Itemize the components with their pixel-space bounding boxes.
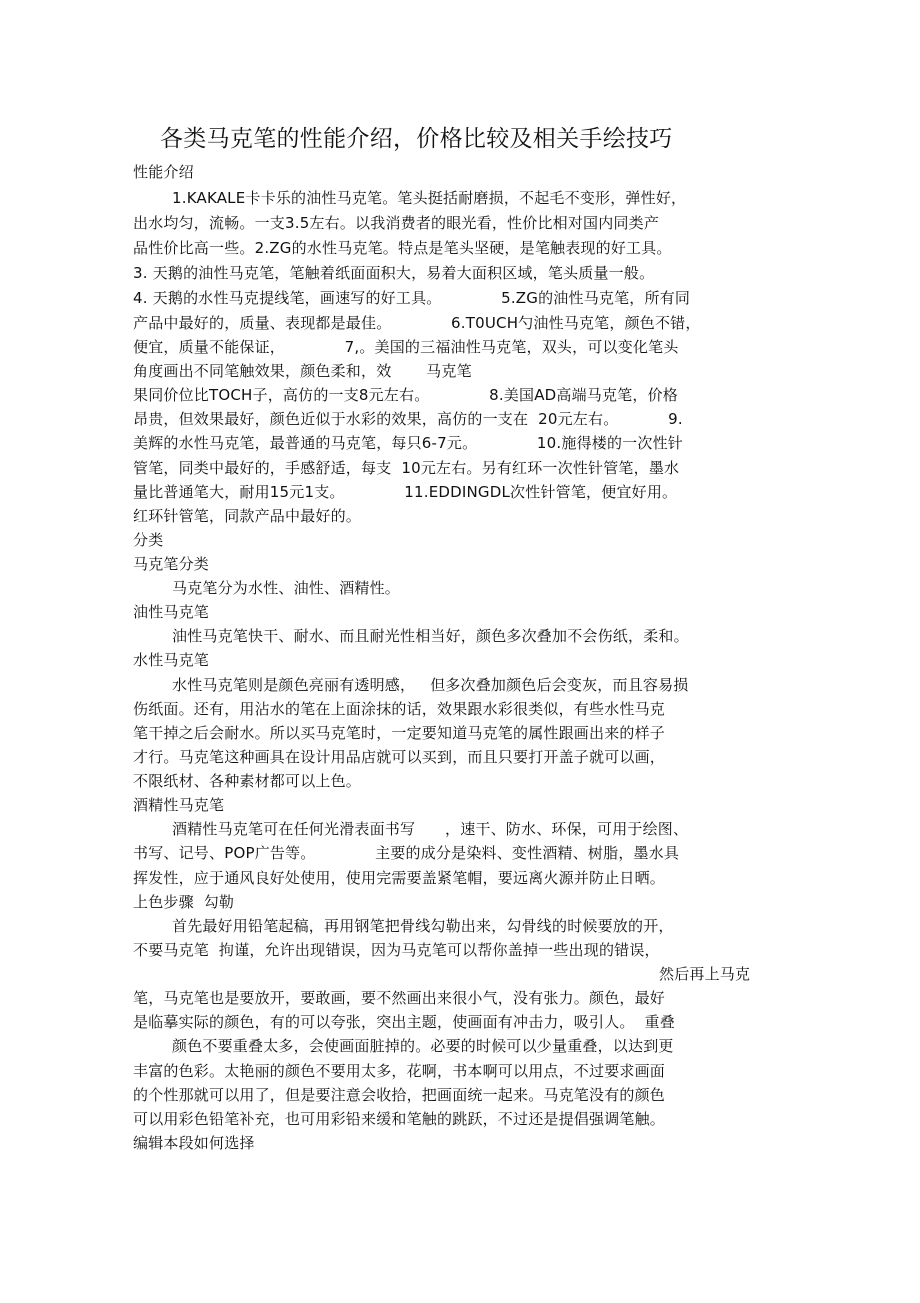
text-line: 伤纸面。还有，用沾水的笔在上面涂抹的话，效果跟水彩很类似，有些水性马克 — [133, 700, 666, 718]
text-line: 马克笔分为水性、油性、酒精性。 — [172, 579, 401, 597]
text-line: 油性马克笔快干、耐水、而且耐光性相当好，颜色多次叠加不会伤纸，柔和。 — [172, 627, 689, 645]
text-line: 笔，马克笔也是要放开，要敢画，要不然画出来很小气，没有张力。颜色，最好 — [133, 989, 666, 1007]
text-line: 3. 天鹅的油性马克笔，笔触着纸面面积大，易着大面积区域，笔头质量一般。 — [133, 264, 655, 282]
text-line: 4. 天鹅的水性马克提线笔，画速写的好工具。 5.ZG的油性马克笔，所有同 — [133, 289, 691, 307]
text-line: 产品中最好的，质量、表现都是最佳。 6.T0UCH勺油性马克笔，颜色不错， — [133, 314, 701, 332]
document-title: 各类马克笔的性能介绍，价格比较及相关手绘技巧 — [160, 126, 673, 152]
text-line: 美辉的水性马克笔，最普通的马克笔，每只6-7元。 10.施得楼的一次性针 — [133, 434, 683, 452]
text-line: 昂贵，但效果最好，颜色近似于水彩的效果，高仿的一支在 20元左右。 9. — [133, 410, 683, 428]
text-line: 笔干掉之后会耐水。所以买马克笔时，一定要知道马克笔的属性跟画出来的样子 — [133, 724, 666, 742]
text-line: 量比普通笔大，耐用15元1支。 11.EDDINGDL次性针管笔，便宜好用。 — [133, 483, 678, 501]
text-line: 然后再上马克 — [659, 965, 751, 983]
text-line: 1.KAKALE卡卡乐的油性马克笔。笔头挺括耐磨损，不起毛不变形，弹性好， — [172, 189, 687, 207]
section-heading: 分类 — [133, 531, 164, 549]
text-line: 水性马克笔则是颜色亮丽有透明感， 但多次叠加颜色后会变灰，而且容易损 — [172, 676, 689, 694]
text-line: 才行。马克笔这种画具在设计用品店就可以买到，而且只要打开盖子就可以画， — [133, 748, 666, 766]
text-line: 不限纸材、各种素材都可以上色。 — [133, 772, 362, 790]
text-line: 颜色不要重叠太多，会使画面脏掉的。必要的时候可以少量重叠，以达到更 — [172, 1037, 674, 1055]
text-line: 挥发性，应于通风良好处使用，使用完需要盖紧笔帽，要远离火源并防止日晒。 — [133, 869, 666, 887]
text-line: 是临摹实际的颜色，有的可以夸张，突出主题，使画面有冲击力，吸引人。 重叠 — [133, 1013, 675, 1031]
text-line: 酒精性马克笔可在任何光滑表面书写 ，速干、防水、环保，可用于绘图、 — [172, 820, 689, 838]
text-line: 便宜，质量不能保证， 7,。美国的三福油性马克笔，双头，可以变化笔头 — [133, 338, 679, 356]
section-heading: 编辑本段如何选择 — [133, 1134, 255, 1152]
text-line: 不要马克笔 拘谨，允许出现错误，因为马克笔可以帮你盖掉一些出现的错误， — [133, 941, 660, 959]
text-line: 可以用彩色铅笔补充，也可用彩铅来缓和笔触的跳跃，不过还是提倡强调笔触。 — [133, 1110, 666, 1128]
text-line: 红环针管笔，同款产品中最好的。 — [133, 507, 362, 525]
section-heading: 马克笔分类 — [133, 555, 210, 573]
text-line: 出水均匀，流畅。一支3.5左右。以我消费者的眼光看，性价比相对国内同类产 — [133, 214, 660, 232]
text-line: 品性价比高一些。2.ZG的水性马克笔。特点是笔头坚硬，是笔触表现的好工具。 — [133, 239, 672, 257]
text-line: 的个性那就可以用了，但是要注意会收拾，把画面统一起来。马克笔没有的颜色 — [133, 1086, 666, 1104]
section-heading: 水性马克笔 — [133, 651, 210, 669]
section-heading: 性能介绍 — [133, 163, 194, 181]
text-line: 首先最好用铅笔起稿，再用钢笔把骨线勾勒出来，勾骨线的时候要放的开， — [172, 917, 674, 935]
section-heading: 酒精性马克笔 — [133, 796, 225, 814]
section-heading: 上色步骤 勾勒 — [133, 893, 235, 911]
text-line: 书写、记号、POP广告等。 主要的成分是染料、变性酒精、树脂，墨水具 — [133, 844, 680, 862]
section-heading: 油性马克笔 — [133, 603, 210, 621]
text-line: 果同价位比TOCH子，高仿的一支8元左右。 8.美国AD高端马克笔，价格 — [133, 386, 679, 404]
text-line: 角度画出不同笔触效果，颜色柔和，效 马克笔 — [133, 362, 472, 380]
text-line: 管笔，同类中最好的，手感舒适，每支 10元左右。另有红环一次性针管笔，墨水 — [133, 459, 680, 477]
text-line: 丰富的色彩。太艳丽的颜色不要用太多，花啊，书本啊可以用点，不过要求画面 — [133, 1062, 666, 1080]
